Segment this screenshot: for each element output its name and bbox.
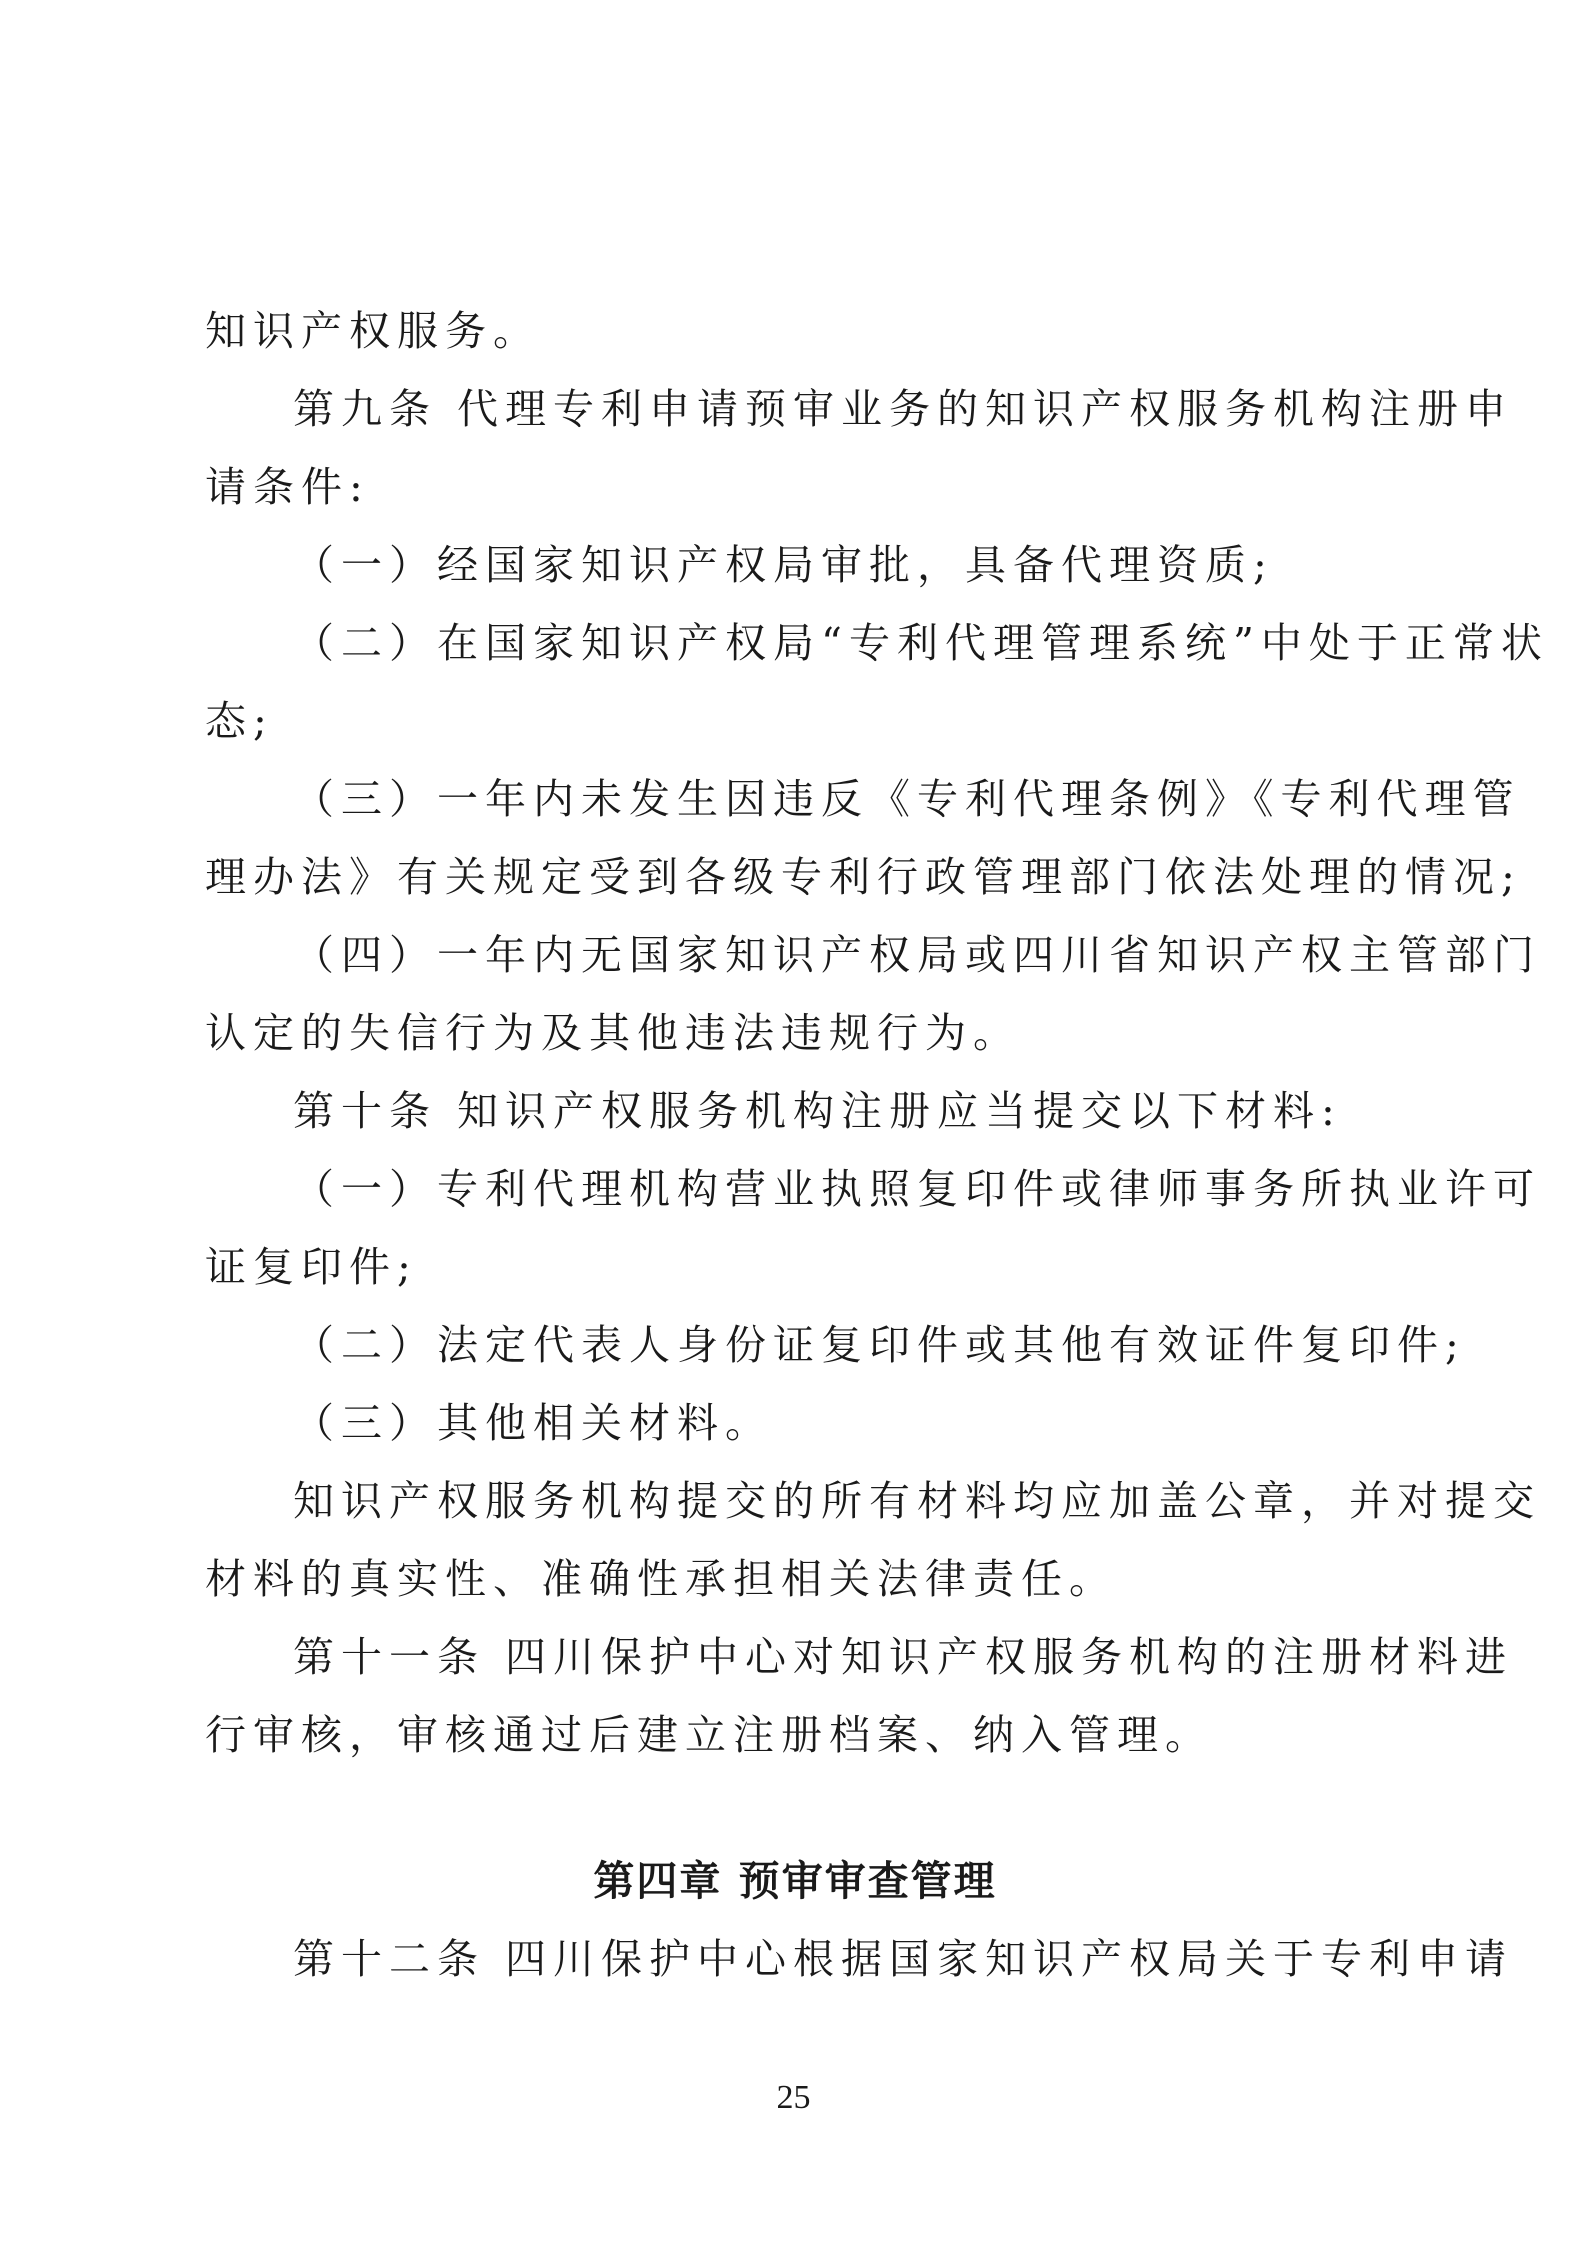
document-body: [205, 292, 1549, 1998]
list-item: （二）在国家知识产权局“专利代理管理系统”中处于正常状: [293, 619, 1549, 667]
text-line: 态;: [205, 697, 274, 745]
list-item: （三）一年内未发生因违反《专利代理条例》《专利代理管: [293, 775, 1521, 823]
text-line: 认定的失信行为及其他违法违规行为。: [205, 1009, 1021, 1057]
article-11-heading: 第十一条 四川保护中心对知识产权服务机构的注册材料进: [293, 1633, 1514, 1681]
page-number: 25: [776, 2079, 811, 2116]
article-10-heading: 第十条 知识产权服务机构注册应当提交以下材料:: [293, 1087, 1342, 1135]
text-line: 理办法》有关规定受到各级专利行政管理部门依法处理的情况;: [205, 853, 1522, 901]
text-line: 材料的真实性、准确性承担相关法律责任。: [205, 1555, 1117, 1603]
text-line: 知识产权服务。: [205, 307, 541, 355]
article-9-heading: 第九条 代理专利申请预审业务的知识产权服务机构注册申: [293, 385, 1514, 433]
list-item: （一）专利代理机构营业执照复印件或律师事务所执业许可: [293, 1165, 1541, 1213]
list-item: （四）一年内无国家知识产权局或四川省知识产权主管部门: [293, 931, 1541, 979]
list-item: （二）法定代表人身份证复印件或其他有效证件复印件;: [293, 1321, 1466, 1369]
text-line: 证复印件;: [205, 1243, 418, 1291]
list-item: （一）经国家知识产权局审批，具备代理资质;: [293, 541, 1274, 589]
section-gap: [205, 1774, 1385, 1842]
text-line: 行审核，审核通过后建立注册档案、纳入管理。: [205, 1711, 1213, 1759]
paragraph-line: 知识产权服务机构提交的所有材料均应加盖公章，并对提交: [293, 1477, 1541, 1525]
chapter-title: 第四章 预审审查管理: [593, 1857, 997, 1905]
text-line: 请条件:: [205, 463, 370, 511]
article-12-heading: 第十二条 四川保护中心根据国家知识产权局关于专利申请: [293, 1935, 1514, 1983]
list-item: （三）其他相关材料。: [293, 1399, 773, 1447]
